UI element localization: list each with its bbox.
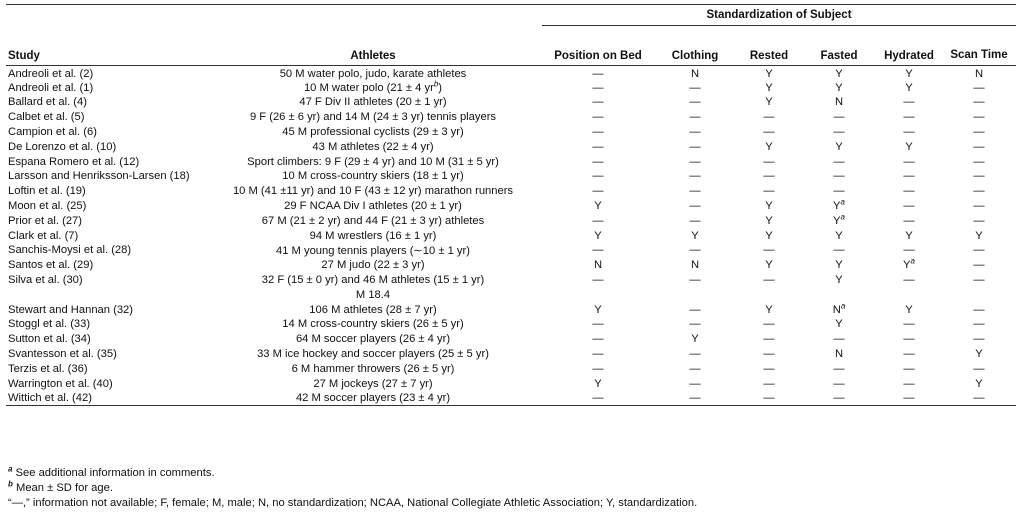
cell-hydrated: Y xyxy=(905,68,913,81)
cell-study: Svantesson et al. (35) xyxy=(8,348,117,361)
cell-athletes: 10 M cross-country skiers (18 ± 1 yr) xyxy=(282,170,464,183)
footnote-marker: a xyxy=(840,302,846,310)
group-header-row xyxy=(6,5,1016,26)
cell-rested: — xyxy=(763,111,775,124)
cell-athletes: 27 M jockeys (27 ± 7 yr) xyxy=(313,377,433,390)
table-row xyxy=(6,66,1016,81)
cell-position-on-bed: Y xyxy=(594,200,602,213)
table-row xyxy=(6,258,1016,273)
cell-position-on-bed: — xyxy=(592,81,604,94)
cell-athletes: 14 M cross-country skiers (26 ± 5 yr) xyxy=(282,318,464,331)
cell-fasted: — xyxy=(833,126,845,139)
footnote-abbreviations: “—,” information not available; F, female; M, male; N, no standardization; NCAA, National Collegiate Athletic Association; Y, standardization. xyxy=(8,497,698,509)
cell-scan-time: — xyxy=(973,259,985,272)
cell-hydrated: — xyxy=(903,185,915,198)
table-row xyxy=(6,169,1016,184)
cell-hydrated: — xyxy=(903,111,915,124)
footnote-a: $^a$ See additional information in comments. xyxy=(8,464,215,479)
cell-study: Larsson and Henriksson-Larsen (18) xyxy=(8,170,190,183)
cell-scan-time: N xyxy=(974,68,984,81)
table-row xyxy=(6,243,1016,258)
cell-position-on-bed: Y xyxy=(594,303,602,316)
cell-athletes: Sport climbers: 9 F (29 ± 4 yr) and 10 M (31 ± 5 yr) xyxy=(247,155,499,168)
cell-scan-time: — xyxy=(973,111,985,124)
cell-study: Campion et al. (6) xyxy=(8,126,97,139)
cell-clothing: Y xyxy=(691,333,699,346)
cell-study xyxy=(6,287,204,302)
table-row xyxy=(6,95,1016,110)
cell-fasted: Y xyxy=(835,68,843,81)
table-row xyxy=(6,139,1016,154)
footnotes xyxy=(8,466,697,511)
cell-hydrated: Y xyxy=(905,229,913,242)
cell-clothing xyxy=(654,287,736,302)
cell-rested: — xyxy=(763,348,775,361)
cell-hydrated: — xyxy=(903,318,915,331)
cell-scan-time: — xyxy=(973,333,985,346)
cell-study: Calbet et al. (5) xyxy=(8,111,85,124)
cell-fasted: — xyxy=(833,392,845,405)
cell-athletes: 45 M professional cyclists (29 ± 3 yr) xyxy=(282,126,464,139)
footnote-marker: a xyxy=(910,257,915,266)
cell-position-on-bed: — xyxy=(592,170,604,183)
cell-clothing: N xyxy=(690,259,700,272)
table-row xyxy=(6,332,1016,347)
cell-scan-time xyxy=(942,287,1016,302)
cell-clothing: — xyxy=(689,81,701,94)
table-row xyxy=(6,287,1016,302)
cell-rested: Y xyxy=(765,200,773,213)
cell-position-on-bed: — xyxy=(592,155,604,168)
table-row xyxy=(6,361,1016,376)
cell-position-on-bed: — xyxy=(592,111,604,124)
cell-fasted: Y xyxy=(835,274,843,287)
cell-rested: Y xyxy=(765,303,773,316)
cell-athletes: 106 M athletes (28 ± 7 yr) xyxy=(309,303,437,316)
cell-scan-time: — xyxy=(973,244,985,257)
cell-hydrated: $Y^a$ xyxy=(903,257,915,272)
cell-clothing: — xyxy=(689,318,701,331)
cell-position-on-bed xyxy=(542,287,654,302)
cell-clothing: — xyxy=(689,96,701,109)
table-header xyxy=(6,5,1016,66)
cell-scan-time: — xyxy=(973,274,985,287)
cell-athletes: 47 F Div II athletes (20 ± 1 yr) xyxy=(299,96,447,109)
cell-study: Sutton et al. (34) xyxy=(8,333,91,346)
cell-rested: Y xyxy=(765,214,773,227)
table-body xyxy=(6,66,1016,406)
cell-scan-time: — xyxy=(973,303,985,316)
cell-athletes: 50 M water polo, judo, karate athletes xyxy=(279,68,467,81)
cell-rested: Y xyxy=(765,140,773,153)
cell-athletes: 67 M (21 ± 2 yr) and 44 F (21 ± 3 yr) athletes xyxy=(261,214,485,227)
cell-rested xyxy=(736,287,802,302)
cell-athletes: 27 M judo (22 ± 3 yr) xyxy=(321,259,425,272)
cell-scan-time: — xyxy=(973,155,985,168)
footnote-marker: a xyxy=(840,213,845,222)
cell-scan-time: — xyxy=(973,81,985,94)
table-row xyxy=(6,80,1016,95)
table-row xyxy=(6,228,1016,243)
cell-fasted: $N^a$ xyxy=(832,302,846,316)
col-header-athletes: Athletes xyxy=(350,50,396,62)
cell-scan-time: — xyxy=(973,214,985,227)
cell-athletes: 43 M athletes (22 ± 4 yr) xyxy=(312,140,434,153)
cell-fasted: — xyxy=(833,155,845,168)
cell-hydrated: — xyxy=(903,362,915,375)
cell-athletes: 9 F (26 ± 6 yr) and 14 M (24 ± 3 yr) tennis players xyxy=(249,111,497,124)
cell-rested: — xyxy=(763,126,775,139)
table-row xyxy=(6,199,1016,214)
cell-hydrated xyxy=(876,287,942,302)
cell-athletes: 32 F (15 ± 0 yr) and 46 M athletes (15 ± 1 yr) xyxy=(261,274,485,287)
col-header-scan-time: Scan Time xyxy=(950,49,1008,61)
cell-fasted: — xyxy=(833,111,845,124)
cell-rested: — xyxy=(763,333,775,346)
cell-study: Terzis et al. (36) xyxy=(8,362,88,375)
cell-position-on-bed: N xyxy=(593,259,603,272)
cell-clothing: — xyxy=(689,170,701,183)
cell-hydrated: Y xyxy=(905,140,913,153)
table-row xyxy=(6,154,1016,169)
cell-hydrated: — xyxy=(903,214,915,227)
cell-position-on-bed: — xyxy=(592,68,604,81)
cell-position-on-bed: — xyxy=(592,318,604,331)
column-header-row xyxy=(6,26,1016,66)
cell-clothing: N xyxy=(690,68,700,81)
cell-study: Andreoli et al. (1) xyxy=(8,81,94,94)
cell-rested: Y xyxy=(765,68,773,81)
cell-rested: — xyxy=(763,274,775,287)
cell-fasted: Y xyxy=(835,81,843,94)
cell-study: Clark et al. (7) xyxy=(8,229,79,242)
cell-study: Wittich et al. (42) xyxy=(8,392,92,405)
cell-clothing: Y xyxy=(691,229,699,242)
cell-clothing: — xyxy=(689,362,701,375)
cell-scan-time: — xyxy=(973,392,985,405)
cell-hydrated: — xyxy=(903,244,915,257)
table-row xyxy=(6,302,1016,317)
cell-athletes: 64 M soccer players (26 ± 4 yr) xyxy=(295,333,451,346)
col-header-position-on-bed: Position on Bed xyxy=(554,50,642,62)
table-row xyxy=(6,213,1016,228)
cell-study: Sanchis-Moysi et al. (28) xyxy=(8,244,132,257)
cell-clothing: — xyxy=(689,377,701,390)
cell-rested: Y xyxy=(765,259,773,272)
cell-position-on-bed: — xyxy=(592,214,604,227)
table-row xyxy=(6,273,1016,288)
cell-hydrated: — xyxy=(903,200,915,213)
cell-rested: — xyxy=(763,318,775,331)
cell-hydrated: Y xyxy=(905,81,913,94)
cell-fasted: Y xyxy=(835,229,843,242)
cell-position-on-bed: Y xyxy=(594,377,602,390)
cell-athletes: M 18.4 xyxy=(355,288,391,301)
cell-fasted: N xyxy=(834,348,844,361)
cell-fasted: — xyxy=(833,362,845,375)
cell-clothing: — xyxy=(689,392,701,405)
cell-study: Loftin et al. (19) xyxy=(8,185,86,198)
table-row xyxy=(6,184,1016,199)
cell-hydrated: — xyxy=(903,170,915,183)
table-row xyxy=(6,317,1016,332)
cell-rested: — xyxy=(763,170,775,183)
cell-athletes: 10 M (41 ±11 yr) and 10 F (43 ± 12 yr) marathon runners xyxy=(232,185,514,198)
cell-scan-time: — xyxy=(973,185,985,198)
cell-clothing: — xyxy=(689,303,701,316)
cell-rested: — xyxy=(763,392,775,405)
cell-fasted: — xyxy=(833,244,845,257)
cell-clothing: — xyxy=(689,244,701,257)
cell-scan-time: Y xyxy=(975,229,983,242)
cell-clothing: — xyxy=(689,348,701,361)
cell-rested: — xyxy=(763,185,775,198)
cell-clothing: — xyxy=(689,185,701,198)
cell-position-on-bed: — xyxy=(592,96,604,109)
cell-scan-time: Y xyxy=(975,348,983,361)
cell-position-on-bed: — xyxy=(592,348,604,361)
cell-athletes: 41 M young tennis players (∼10 ± 1 yr) xyxy=(276,244,470,257)
cell-study: De Lorenzo et al. (10) xyxy=(8,140,117,153)
cell-clothing: — xyxy=(689,155,701,168)
cell-hydrated: — xyxy=(903,274,915,287)
cell-fasted: — xyxy=(833,377,845,390)
cell-position-on-bed: — xyxy=(592,244,604,257)
cell-position-on-bed: — xyxy=(592,392,604,405)
cell-scan-time: — xyxy=(973,362,985,375)
cell-scan-time: — xyxy=(973,96,985,109)
cell-clothing: — xyxy=(689,111,701,124)
cell-hydrated: — xyxy=(903,377,915,390)
cell-position-on-bed: — xyxy=(592,126,604,139)
athletes-standardization-table xyxy=(6,4,1016,406)
cell-study: Ballard et al. (4) xyxy=(8,96,87,109)
cell-scan-time: Y xyxy=(975,377,983,390)
cell-clothing: — xyxy=(689,140,701,153)
cell-position-on-bed: — xyxy=(592,185,604,198)
cell-rested: Y xyxy=(765,81,773,94)
cell-scan-time: — xyxy=(973,170,985,183)
cell-athletes: 6 M hammer throwers (26 ± 5 yr) xyxy=(291,362,455,375)
table-row xyxy=(6,110,1016,125)
cell-fasted: Y xyxy=(835,259,843,272)
cell-position-on-bed: Y xyxy=(594,229,602,242)
cell-rested: — xyxy=(763,362,775,375)
cell-position-on-bed: — xyxy=(592,274,604,287)
footnote-marker: a xyxy=(840,198,845,207)
table-row xyxy=(6,376,1016,391)
cell-study: Stoggl et al. (33) xyxy=(8,318,91,331)
cell-study: Andreoli et al. (2) xyxy=(8,68,94,81)
cell-hydrated: — xyxy=(903,126,915,139)
cell-clothing: — xyxy=(689,126,701,139)
cell-position-on-bed: — xyxy=(592,140,604,153)
cell-athletes: 33 M ice hockey and soccer players (25 ± 5 yr) xyxy=(257,348,489,361)
cell-fasted: $Y^a$ xyxy=(833,213,845,227)
cell-hydrated: — xyxy=(903,392,915,405)
col-header-hydrated: Hydrated xyxy=(884,50,934,62)
cell-clothing: — xyxy=(689,274,701,287)
cell-athletes: 29 F NCAA Div I athletes (20 ± 1 yr) xyxy=(284,200,462,213)
cell-hydrated: — xyxy=(903,348,915,361)
cell-study: Warrington et al. (40) xyxy=(8,377,113,390)
cell-position-on-bed: — xyxy=(592,333,604,346)
table-row xyxy=(6,125,1016,140)
cell-fasted: — xyxy=(833,170,845,183)
cell-fasted: $Y^a$ xyxy=(833,198,845,213)
cell-rested: Y xyxy=(765,96,773,109)
cell-clothing: — xyxy=(689,214,701,227)
cell-rested: — xyxy=(763,244,775,257)
cell-hydrated: — xyxy=(903,333,915,346)
cell-fasted: Y xyxy=(835,140,843,153)
cell-position-on-bed: — xyxy=(592,362,604,375)
cell-fasted: N xyxy=(834,96,844,109)
cell-scan-time: — xyxy=(973,318,985,331)
cell-fasted: Y xyxy=(835,318,843,331)
col-header-fasted: Fasted xyxy=(820,50,858,62)
cell-study: Santos et al. (29) xyxy=(8,259,94,272)
table-row xyxy=(6,391,1016,406)
group-header-standardization: Standardization of Subject xyxy=(542,5,1016,26)
col-header-study: Study xyxy=(8,50,40,62)
cell-clothing: — xyxy=(689,200,701,213)
cell-study: Silva et al. (30) xyxy=(8,274,83,287)
footnote-b: $^b$ Mean ± SD for age. xyxy=(8,479,113,494)
cell-athletes: 10 M water polo (21 ± 4 $yr^b$) xyxy=(303,80,443,94)
cell-fasted: — xyxy=(833,333,845,346)
cell-study: Espana Romero et al. (12) xyxy=(8,155,140,168)
cell-hydrated: — xyxy=(903,96,915,109)
col-header-rested: Rested xyxy=(749,50,789,62)
cell-study: Moon et al. (25) xyxy=(8,200,87,213)
cell-scan-time: — xyxy=(973,126,985,139)
cell-fasted: — xyxy=(833,185,845,198)
cell-fasted xyxy=(802,287,876,302)
cell-hydrated: — xyxy=(903,155,915,168)
footnote-marker: b xyxy=(433,80,439,88)
col-header-clothing: Clothing xyxy=(671,50,719,62)
cell-rested: Y xyxy=(765,229,773,242)
cell-athletes: 94 M wrestlers (16 ± 1 yr) xyxy=(309,229,437,242)
cell-hydrated: Y xyxy=(905,303,913,316)
cell-scan-time: — xyxy=(973,200,985,213)
cell-study: Stewart and Hannan (32) xyxy=(8,303,134,316)
cell-scan-time: — xyxy=(973,140,985,153)
cell-rested: — xyxy=(763,155,775,168)
cell-study: Prior et al. (27) xyxy=(8,214,82,227)
cell-athletes: 42 M soccer players (23 ± 4 yr) xyxy=(295,392,451,405)
table-row xyxy=(6,347,1016,362)
cell-rested: — xyxy=(763,377,775,390)
